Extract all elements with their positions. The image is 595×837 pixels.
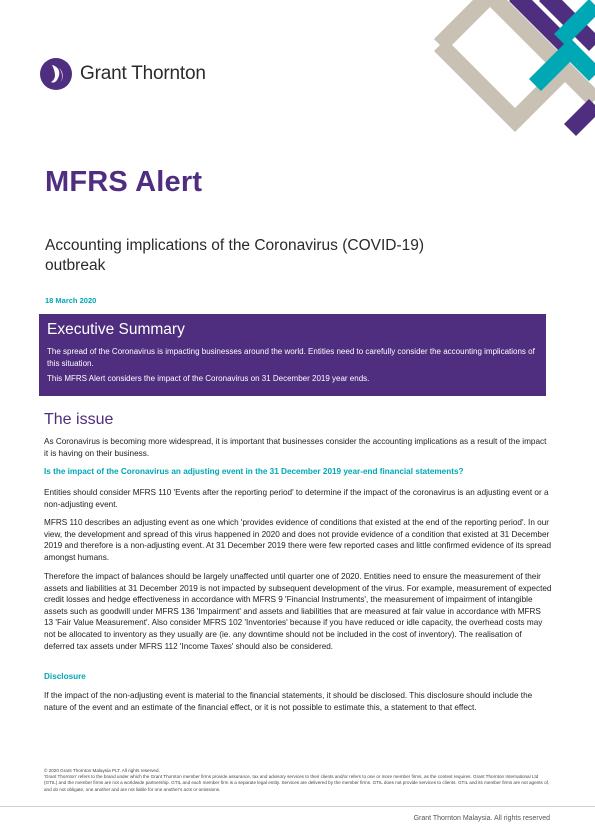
footer-disclaimer: 'Grant Thornton' refers to the brand under which the Grant Thornton member firms provide assurance, tax and advisory services to their clients and/or refers to one or more member firms, as the context requires. Grant Thornton International Ltd (GTIL) and the member firms are not a worldwide partnership. GTIL and each member firm is a separate legal entity. Services are delivered by the member firms. GTIL does not provide services to clients. GTIL and its member firms are not agents of, and do not obligate, one another and are not liable for one another's acts or omissions. (44, 774, 550, 792)
grant-thornton-logo (40, 58, 206, 90)
section-heading-issue: The issue (44, 411, 114, 428)
footer-legal-text (44, 768, 552, 793)
decorative-ribbon (420, 0, 595, 140)
disclosure-paragraph: If the impact of the non-adjusting event is material to the financial statements, it should be disclosed. This disclosure should include the nature of the event and an estimate of the financial effect, or it is not possible to estimate this, a statement to that effect. (44, 691, 533, 712)
document-title: MFRS Alert (45, 166, 203, 198)
document-subtitle: Accounting implications of the Coronavirus (COVID-19) outbreak (45, 237, 425, 274)
question-heading: Is the impact of the Coronavirus an adjusting event in the 31 December 2019 year-end financial statements? (44, 467, 464, 476)
logo-wordmark: Grant Thornton (80, 63, 206, 84)
disclosure-heading: Disclosure (44, 672, 86, 681)
body-paragraph: Entities should consider MFRS 110 'Events after the reporting period' to determine if the impact of the coronavirus is an adjusting event or a non-adjusting event. (44, 488, 549, 509)
publication-date: 18 March 2020 (45, 296, 97, 305)
footer-rights: Grant Thornton Malaysia. All rights reserved (413, 815, 550, 822)
issue-intro-paragraph: As Coronavirus is becoming more widespread, it is important that businesses consider the accounting implications as a result of the impact it is having on their business. (44, 437, 547, 458)
logo-icon (40, 58, 72, 90)
body-paragraph: MFRS 110 describes an adjusting event as one which 'provides evidence of conditions that existed at the end of the reporting period'. In our view, the development and spread of this virus happened in 2020 and does not provide evidence of a condition that existed at 31 December 2019 and therefore is a non-adjusting event. At 31 December 2019 there were few reported cases and little confirmed evidence of its spread amongst humans. (44, 518, 552, 562)
executive-summary-box (39, 314, 546, 396)
footer-divider (0, 806, 595, 807)
executive-summary-paragraph: This MFRS Alert considers the impact of the Coronavirus on 31 December 2019 year ends. (47, 374, 370, 383)
footer-copyright: © 2020 Grant Thornton Malaysia PLT. All rights reserved. (44, 768, 160, 773)
body-paragraph: Therefore the impact of balances should be largely unaffected until quarter one of 2020. Entities need to ensure the measurement of their assets and liabilities at 31 December 2019 is not impacted by subsequent development of the virus. For example, measurement of expected credit losses and hedge effectiveness in accordance with MFRS 9 'Financial Instruments', the measurement of impairment of intangible assets such as goodwill under MFRS 136 'Impairment' and assets and liabilities that are measured at fair value in accordance with MFRS 13 'Fair Value Measurement'. Also consider MFRS 102 'Inventories' because if you have reduced or idle capacity, the overhead costs may not be allocated to inventory as they usually are (ie. any downtime should not be included in the cost of inventory). The realisation of deferred tax assets under MFRS 112 'Income Taxes' should also be considered. (44, 572, 552, 651)
executive-summary-title: Executive Summary (47, 321, 185, 338)
executive-summary-paragraph: The spread of the Coronavirus is impacting businesses around the world. Entities need to carefully consider the accounting implications of this situation. (47, 347, 535, 368)
